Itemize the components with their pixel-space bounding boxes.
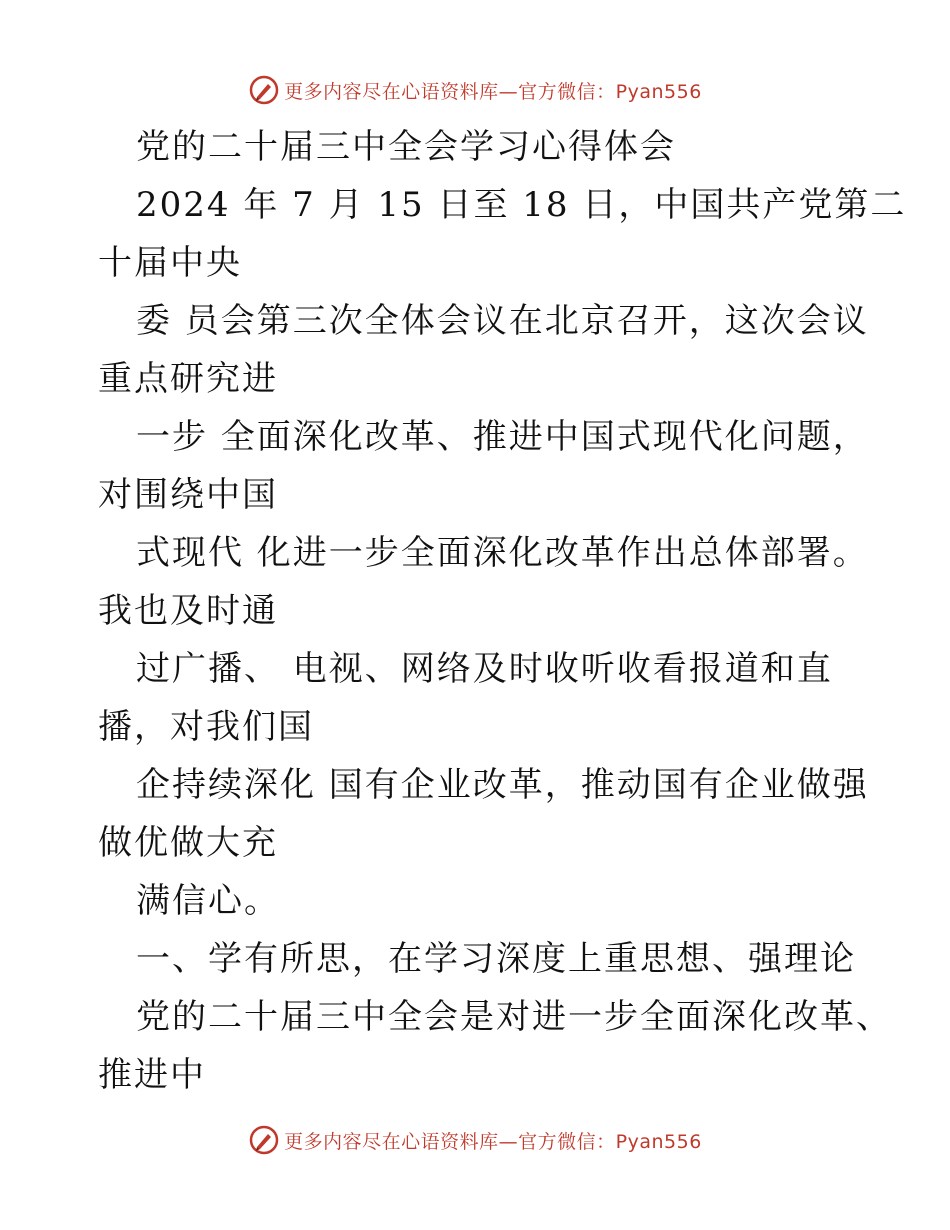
text-line: 一、学有所思，在学习深度上重思想、强理论 (136, 939, 856, 979)
banner-text: 更多内容尽在心语资料库—官方微信：Pyan556 (284, 80, 702, 103)
text-line: 企持续深化 国有企业改革，推动国有企业做强 (136, 765, 869, 805)
text-line: 一步 全面深化改革、推进中国式现代化问题， (136, 417, 869, 457)
text-line: 党的二十届三中全会是对进一步全面深化改革、 (136, 997, 892, 1037)
banner-text: 更多内容尽在心语资料库—官方微信：Pyan556 (284, 1130, 702, 1153)
text-line: 做优做大充 (98, 823, 278, 863)
footer-banner (0, 1120, 950, 1160)
header-banner (0, 70, 950, 110)
text-line: 对围绕中国 (98, 475, 278, 515)
text-line: 委 员会第三次全体会议在北京召开，这次会议 (136, 301, 869, 341)
text-line: 播，对我们国 (98, 707, 314, 747)
text-line: 推进中 (98, 1055, 206, 1095)
document-title: 党的二十届三中全会学习心得体会 (136, 127, 676, 167)
document-body (98, 118, 907, 1104)
text-line: 式现代 化进一步全面深化改革作出总体部署。 (136, 533, 869, 573)
text-line: 重点研究进 (98, 359, 278, 399)
text-line: 满信心。 (136, 881, 280, 921)
text-line: 过广播、 电视、网络及时收听收看报道和直 (136, 649, 833, 689)
pen-logo-icon (248, 74, 280, 106)
text-line: 2024 年 7 月 15 日至 18 日，中国共产党第二 (136, 185, 907, 225)
text-line: 十届中央 (98, 243, 242, 283)
pen-logo-icon (248, 1124, 280, 1156)
text-line: 我也及时通 (98, 591, 278, 631)
